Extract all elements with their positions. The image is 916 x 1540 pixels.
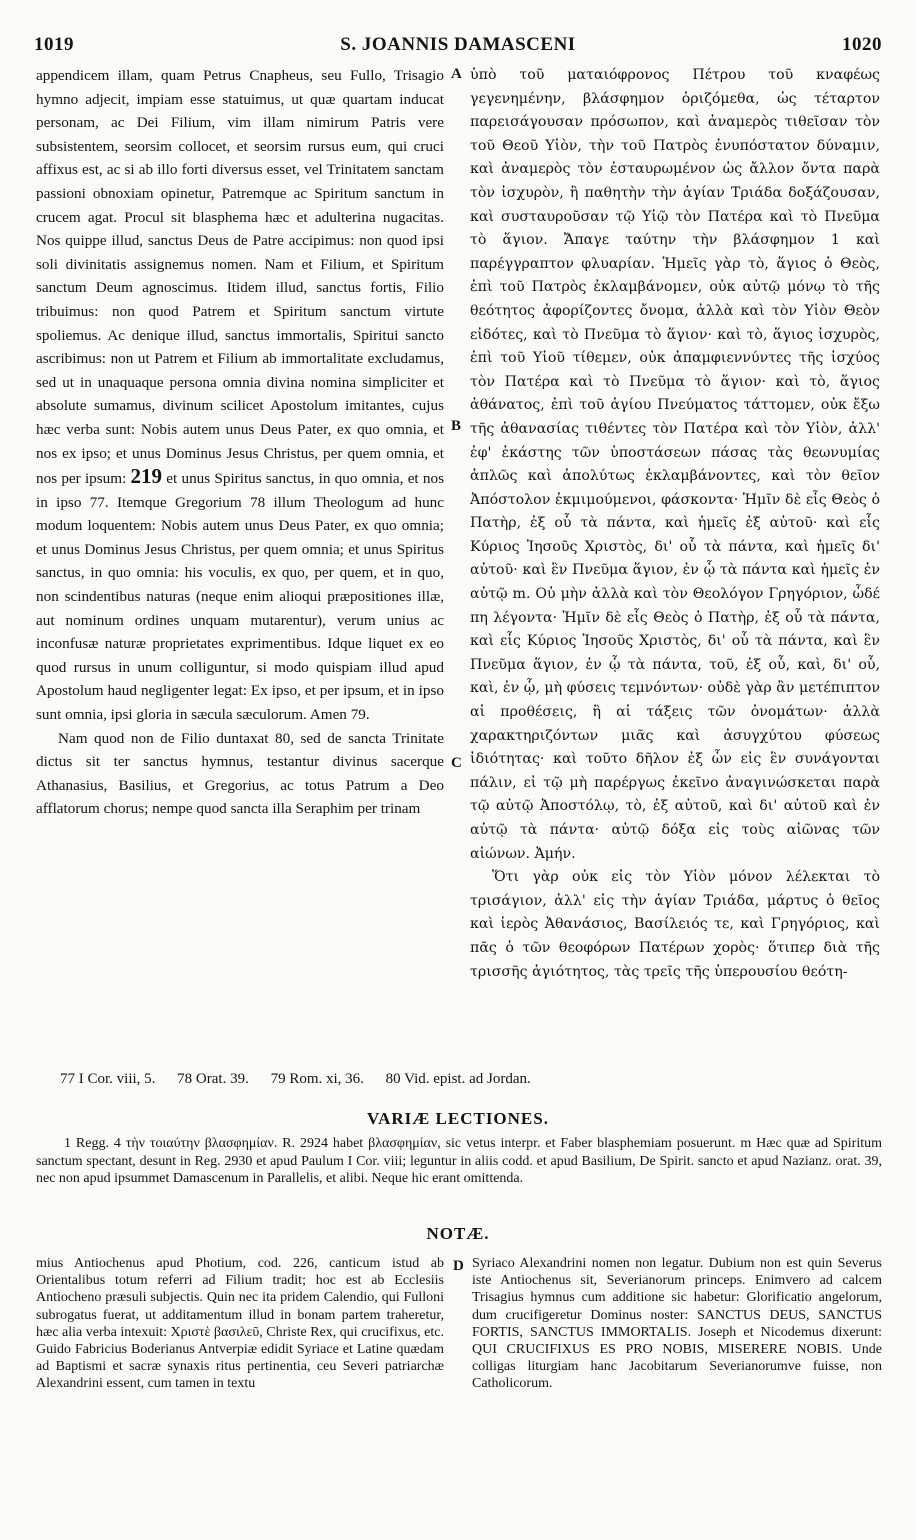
margin-letter-b: B — [451, 418, 462, 434]
running-title: S. JOANNIS DAMASCENI — [340, 34, 576, 55]
footnote-79: 79 Rom. xi, 36. — [270, 1071, 364, 1087]
margin-letter-c: C — [451, 755, 462, 771]
margin-letter-a: A — [451, 66, 462, 82]
footnotes — [60, 1071, 880, 1088]
page-number-left: 1019 — [34, 34, 74, 55]
page-number-right: 1020 — [842, 34, 882, 55]
notae-title: NOTÆ. — [426, 1224, 490, 1243]
latin-paragraph-1: appendicem illam, quam Petrus Cnapheus, seu Fullo, Trisagio hymno adjecit, impiam esse statuimus, ut quæ quartam inducat personam, ac Dei Filium, vim illam nimirum Patris vere subsistentem, seorsim collocet, et seorsim rursus eum, qui cruci affixus est, ac si ab illo forti diversus esset, vel Trinitatem sanctam passioni obnoxiam opinetur, Patremque ac Spiritum sanctum in crucem agat. Procul sit blasphema hæc et adulterina nugacitas. Nos quippe illud, sanctus Deus de Patre accipimus: non quod ipsi soli divinitatis assignemus nomen. Nam et Filium, et Spiritum sanctum Deum agnoscimus. Itidem illud, sanctus fortis, Filio tribuimus: non quod Patrem et Spiritum sanctum virtute spoliemus. Ac denique illud, sanctus immortalis, Spiritui sancto ascribimus: non ut Patrem et Filium ab immortalitate excludamus, sed ut in unaquaque persona omnia divina nomina simpliciter et absolute sumamus, divinum scilicet Apostolum imitantes, cujus hæc verba sunt: Nobis autem unus Deus Pater, ex quo omnia, et nos ex ipso; et unus Dominus Jesus Christus, per quem omnia, et nos per ipsum: 219 et unus Spiritus sanctus, in quo omnia, et nos in ipso 77. Itemque Gregorium 78 illum Theologum ad hunc modum loquentem: Nobis autem unus Deus Pater, ex quo omnia; et unus Dominus Jesus Christus, per quem omnia; et unus Spiritus sanctus, in quo omnia: his voculis, ex quo, per quem, et in quo, non scindentibus naturas (neque enim alioqui præpositiones illæ, aut nominum ordines unquam mutarentur), verum unius ac inconfusæ naturæ proprietates exprimentibus. Idque liquet ex eo quod rursus in unum colliguntur, si modo quispiam illud apud Apostolum haud negligenter legat: Ex ipso, et per ipsum, et in ipso sunt omnia, ipsi gloria in sæcula sæculorum. Amen 79. — [36, 67, 444, 724]
variae-text: 1 Regg. 4 τὴν τοιαύτην βλασφημίαν. R. 2924 habet βλασφημίαν, sic vetus interpr. et Faber blasphemiam posuerunt. m Hæc quæ ad Spiritum sanctum spectant, desunt in Reg. 2930 et apud Paulum I Cor. viii; leguntur in aliis codd. et apud Basilium, De Spirit. sancto et apud Nazianz. orat. 39, nec non apud ipsummet Damascenum in Parallelis, et alibi. Neque hic erant omittenda. — [36, 1136, 882, 1186]
footnote-78: 78 Orat. 39. — [177, 1071, 249, 1087]
greek-paragraph-1: ὑπὸ τοῦ ματαιόφρονος Πέτρου τοῦ κναφέως γεγενημένην, βλάσφημον ὁριζόμεθα, ὡς τέταρτον παρεισάγουσαν πρόσωπον, καὶ ἀναμερὸς τιθεῖσαν τὸν τοῦ Θεοῦ Υἱὸν, τὴν τοῦ Πατρὸς ἐνυπόστατον δύναμιν, καὶ ἀναμερὸς τὸν ἐσταυρωμένον ὡς ἄλλον ὄντα παρὰ τὸν ἰσχυρὸν, ἢ παθητὴν τὴν ἁγίαν Τριάδα δοξάζουσαν, καὶ συσταυροῦσαν τῷ Υἱῷ τὸν Πατέρα καὶ τὸ Πνεῦμα τὸ ἅγιον. Ἄπαγε ταύτην τὴν βλάσφημον 1 καὶ παρέγγραπτον φλυαρίαν. Ἡμεῖς γὰρ τὸ, ἅγιος ὁ Θεὸς, ἐπὶ τοῦ Πατρὸς ἐκλαμβάνομεν, οὐκ αὐτῷ μόνῳ τὸ τῆς θεότητος ἀφορίζοντες ὄνομα, ἀλλὰ καὶ τὸν Υἱὸν Θεὸν εἰδότες, καὶ τὸ Πνεῦμα τὸ ἅγιον· καὶ τὸ, ἅγιος ἰσχυρὸς, ἐπὶ τοῦ Υἱοῦ τίθεμεν, οὐκ ἀπαμφιεννύντες τῆς ἰσχύος τὸν Πατέρα καὶ τὸ Πνεῦμα τὸ ἅγιον· καὶ τὸ, ἅγιος ἀθάνατος, ἐπὶ τοῦ ἁγίου Πνεύματος τάττομεν, οὐκ ἔξω τῆς ἀθανασίας τιθέντες τὸν Πατέρα καὶ τὸν Υἱὸν, ἀλλ' ἐφ' ἑκάστης τῶν ὑποστάσεων πάσας τὰς θεωνυμίας ἁπλῶς καὶ ἀπολύτως ἐκλαμβάνοντες, καὶ τὸν θεῖον Ἀπόστολον ἐκμιμούμενοι, φάσκοντα· Ἡμῖν δὲ εἷς Θεὸς ὁ Πατὴρ, ἐξ οὗ τὰ πάντα, καὶ ἡμεῖς ἐξ αὐτοῦ· καὶ εἷς Κύριος Ἰησοῦς Χριστὸς, δι' οὗ τὰ πάντα, καὶ ἡμεῖς δι' αὐτοῦ· καὶ ἓν Πνεῦμα ἅγιον, ἐν ᾧ τὰ πάντα καὶ ἡμεῖς ἐν αὐτῷ m. Οὐ μὴν ἀλλὰ καὶ τὸν Θεολόγον Γρηγόριον, ὧδέ πη λέγοντα· Ἡμῖν δὲ εἷς Θεὸς ὁ Πατὴρ, ἐξ οὗ τὰ πάντα, καὶ εἷς Κύριος Ἰησοῦς Χριστὸς, δι' οὗ τὰ πάντα, καὶ ἓν Πνεῦμα ἅγιον, ἐν ᾧ τὰ πάντα, τοῦ, ἐξ οὗ, καὶ, δι' οὗ, καὶ, ἐν ᾧ, μὴ φύσεις τεμνόντων· οὐδὲ γὰρ ἂν μετέπιπτον αἱ προθέσεις, ἢ αἱ τάξεις τῶν ὀνομάτων· ἀλλὰ χαρακτηριζόντων μιᾶς καὶ ἀσυγχύτου φύσεως ἰδιότητας· καὶ τοῦτο δῆλον ἐξ ὧν εἰς ἓν συνάγονται πάλιν, εἰ τῷ μὴ παρέργως ἐκεῖνο ἀναγινώσκεται παρὰ τῷ αὐτῷ Ἀποστόλῳ, τὸ, ἐξ αὐτοῦ, καὶ δι' αὐτοῦ καὶ ἐν αὐτῷ τὰ πάντα· αὐτῷ δόξα εἰς τοὺς αἰῶνας τῶν αἰώνων. Ἀμήν. — [470, 67, 880, 862]
column-number: 219 — [130, 464, 163, 489]
running-header — [34, 34, 882, 64]
footnote-77: 77 I Cor. viii, 5. — [60, 1071, 156, 1087]
notae-left-column — [36, 1255, 444, 1393]
notae-left-text: mius Antiochenus apud Photium, cod. 226, canticum istud ab Orientalibus totum referri ad Filium tradit; hoc est ab Ecclesiis Antiocheno præsuli subjectis. Quin nec ita pridem Calendio, qui Fulloni subrogatus fuerat, ut additamentum illud in bonam partem traheretur, hæc alia verba intexuit: Χριστὲ βασιλεῦ, Christe Rex, qui crucifixus, etc. Guido Fabricius Boderianus Antverpiæ edidit Syriace et Latine quædam ad Baptismi et sacræ synaxis ritus pertinentia, ceu Severi patriarchæ Alexandrini essent, cum tamen in textu — [36, 1256, 444, 1392]
footnote-80: 80 Vid. epist. ad Jordan. — [385, 1071, 531, 1087]
variae-lectiones — [36, 1135, 882, 1188]
margin-letter-d: D — [453, 1258, 464, 1274]
notae-right-column — [472, 1255, 882, 1393]
variae-title: VARIÆ LECTIONES. — [367, 1109, 549, 1128]
greek-column — [470, 64, 880, 984]
latin-column — [36, 64, 444, 821]
greek-paragraph-2: Ὅτι γὰρ οὐκ εἰς τὸν Υἱὸν μόνον λέλεκται τὸ τρισάγιον, ἀλλ' εἰς τὴν ἁγίαν Τριάδα, μάρτυς ὁ θεῖος καὶ ἱερὸς Ἀθανάσιος, Βασίλειός τε, καὶ Γρηγόριος, καὶ πᾶς ὁ τῶν θεοφόρων Πατέρων χορὸς· ὅτιπερ διὰ τῆς τρισσῆς ἁγιότητος, τὰς τρεῖς τῆς ὑπερουσίου θεότη- — [470, 869, 880, 980]
notae-right-text: Syriaco Alexandrini nomen non legatur. Dubium non est quin Severus iste Antiochenus sit, Severianorum princeps. Enimvero ad calcem Trisagius hymnus cum additione sic habetur: Glorificatio angelorum, dum crucifigeretur Dominus noster: SANCTUS DEUS, SANCTUS FORTIS, SANCTUS IMMORTALIS. Joseph et Nicodemus dixerunt: QUI CRUCIFIXUS ES PRO NOBIS, MISERERE NOBIS. Unde colligas liturgiam hanc Jacobitarum Severianorumve fuisse, non Catholicorum. — [472, 1256, 882, 1392]
latin-paragraph-2: Nam quod non de Filio duntaxat 80, sed de sancta Trinitate dictus sit ter sanctus hymnus, testantur divinus sacerque Athanasius, Basilius, et Gregorius, ac totus Patrum a Deo afflatorum chorus; nempe quod sancta illa Seraphim per trinam — [36, 729, 444, 818]
